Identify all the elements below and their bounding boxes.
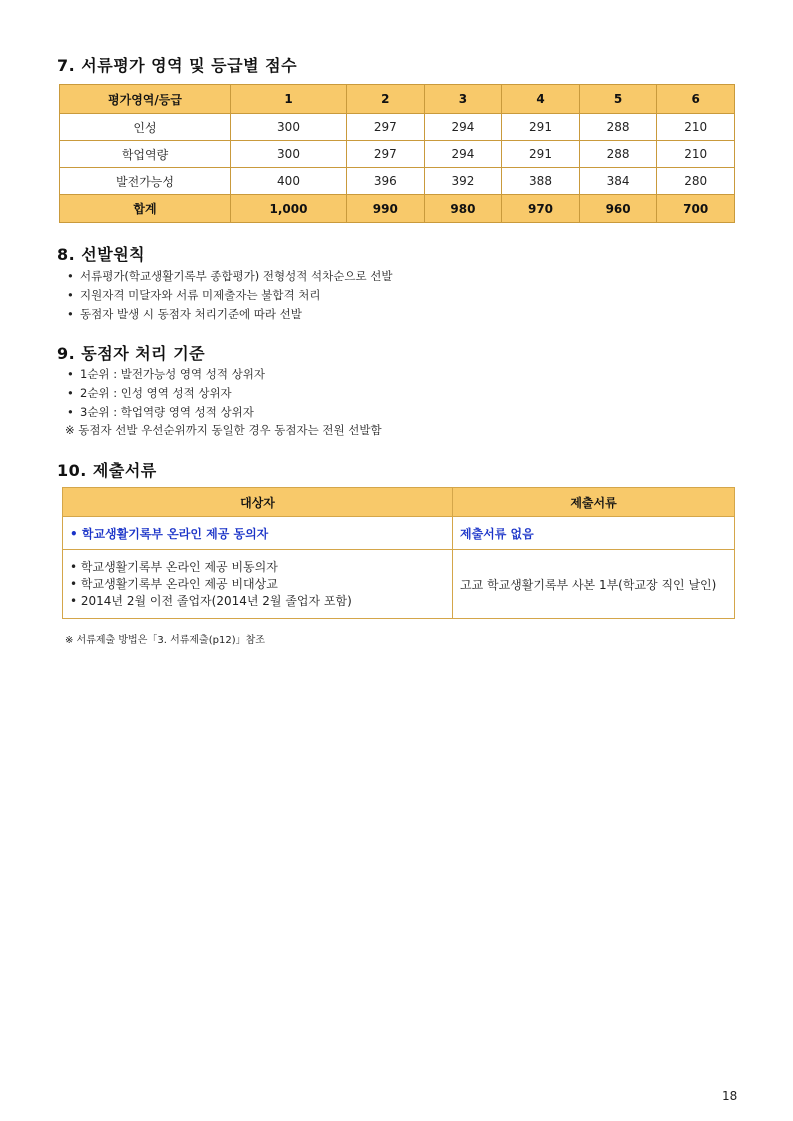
bullet: • (67, 367, 74, 381)
list-item (67, 403, 265, 422)
table-row (60, 114, 735, 141)
target-line: • 2014년 2월 이전 졸업자(2014년 2월 졸업자 포함) (70, 593, 352, 608)
page-number: 18 (722, 1089, 738, 1103)
list-item (67, 384, 265, 403)
table-cell (63, 550, 453, 619)
table-cell: 297 (347, 114, 425, 141)
table-cell: 210 (657, 114, 735, 141)
total-cell: 1,000 (231, 195, 347, 223)
target-line: • 학교생활기록부 온라인 제공 비대상교 (70, 576, 278, 591)
section-8-title: 8. 선발원칙 (57, 245, 146, 264)
selection-principles-list (67, 267, 392, 324)
score-table-header-row (60, 85, 735, 114)
score-table (59, 84, 735, 223)
total-cell: 990 (347, 195, 425, 223)
score-table-header: 평가영역/등급 (60, 85, 231, 114)
score-table-header: 4 (502, 85, 580, 114)
score-table-header: 3 (424, 85, 502, 114)
table-row (60, 141, 735, 168)
table-cell: 인성 (60, 114, 231, 141)
list-item (67, 286, 392, 305)
table-row (63, 550, 735, 619)
target-line: • 학교생활기록부 온라인 제공 비동의자 (70, 559, 278, 574)
table-cell: 발전가능성 (60, 168, 231, 195)
bullet: • (67, 405, 74, 419)
table-cell: 288 (579, 114, 657, 141)
table-cell: 388 (502, 168, 580, 195)
list-item-text: 서류평가(학교생활기록부 종합평가) 전형성적 석차순으로 선발 (80, 269, 393, 283)
table-cell: 291 (502, 114, 580, 141)
list-item-text: 2순위 : 인성 영역 성적 상위자 (80, 386, 232, 400)
table-cell: 300 (231, 141, 347, 168)
documents-table-header-row (63, 488, 735, 517)
table-cell: 제출서류 없음 (453, 517, 735, 550)
table-cell: 384 (579, 168, 657, 195)
score-table-header: 2 (347, 85, 425, 114)
list-item (67, 267, 392, 286)
total-cell: 960 (579, 195, 657, 223)
table-cell: 학업역량 (60, 141, 231, 168)
table-cell: 280 (657, 168, 735, 195)
bullet: • (67, 269, 74, 283)
total-cell: 합계 (60, 195, 231, 223)
list-item-text: 1순위 : 발전가능성 영역 성적 상위자 (80, 367, 265, 381)
table-cell: 400 (231, 168, 347, 195)
bullet: • (67, 307, 74, 321)
total-cell: 970 (502, 195, 580, 223)
score-table-header: 1 (231, 85, 347, 114)
table-cell: 396 (347, 168, 425, 195)
score-table-header: 6 (657, 85, 735, 114)
list-item-text: 지원자격 미달자와 서류 미제출자는 불합격 처리 (80, 288, 321, 302)
list-item-text: 3순위 : 학업역량 영역 성적 상위자 (80, 405, 254, 419)
submission-note: ※ 서류제출 방법은「3. 서류제출(p12)」참조 (65, 635, 265, 646)
table-cell: • 학교생활기록부 온라인 제공 동의자 (63, 517, 453, 550)
tie-break-note: ※ 동점자 선발 우선순위까지 동일한 경우 동점자는 전원 선발함 (65, 423, 382, 437)
table-cell: 297 (347, 141, 425, 168)
table-cell: 288 (579, 141, 657, 168)
documents-table-header: 제출서류 (453, 488, 735, 517)
documents-table (62, 487, 735, 619)
table-cell: 210 (657, 141, 735, 168)
section-9-title: 9. 동점자 처리 기준 (57, 344, 206, 363)
table-cell: 392 (424, 168, 502, 195)
section-10-title: 10. 제출서류 (57, 461, 157, 480)
table-row (63, 517, 735, 550)
total-cell: 980 (424, 195, 502, 223)
list-item-text: 동점자 발생 시 동점자 처리기준에 따라 선발 (80, 307, 302, 321)
table-cell: 294 (424, 114, 502, 141)
tie-break-list (67, 365, 265, 422)
score-table-header: 5 (579, 85, 657, 114)
table-cell: 291 (502, 141, 580, 168)
list-item (67, 365, 265, 384)
table-cell: 고교 학교생활기록부 사본 1부(학교장 직인 날인) (453, 550, 735, 619)
table-cell: 294 (424, 141, 502, 168)
documents-table-header: 대상자 (63, 488, 453, 517)
total-row (60, 195, 735, 223)
table-row (60, 168, 735, 195)
list-item (67, 305, 392, 324)
section-7-title: 7. 서류평가 영역 및 등급별 점수 (57, 56, 298, 75)
bullet: • (67, 288, 74, 302)
bullet: • (67, 386, 74, 400)
table-cell: 300 (231, 114, 347, 141)
total-cell: 700 (657, 195, 735, 223)
